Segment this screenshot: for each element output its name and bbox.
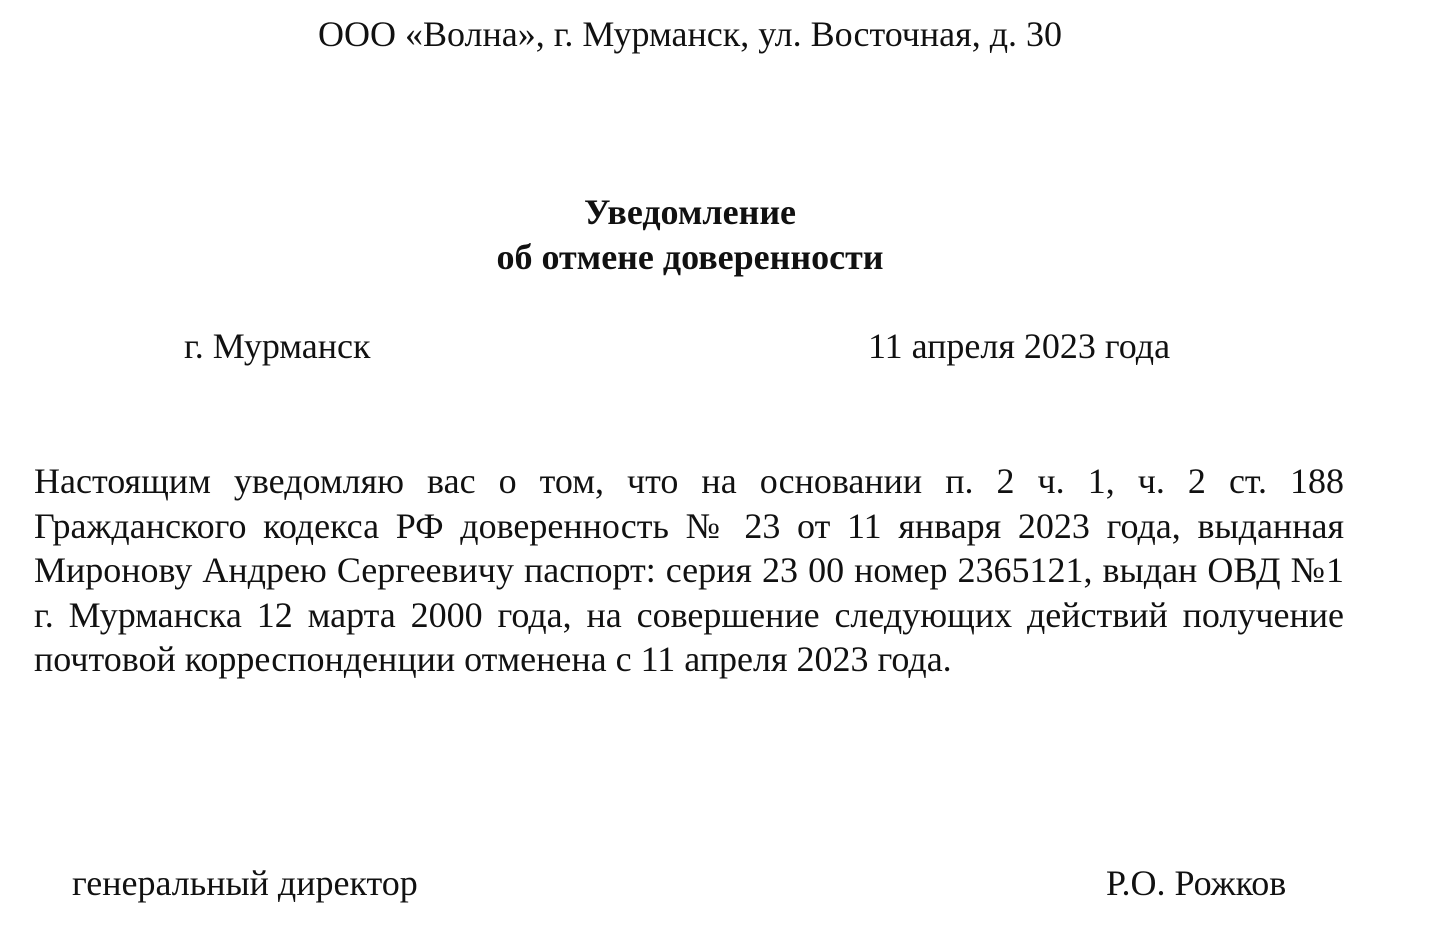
title-line-2: об отмене доверенности: [496, 237, 884, 277]
title-line-1: Уведомление: [583, 192, 797, 232]
signer-name: Р.О. Рожков: [1106, 863, 1287, 903]
document-city: г. Мурманск: [184, 326, 371, 366]
notice-body-text: Настоящим уведомляю вас о том, что на основании п. 2 ч. 1, ч. 2 ст. 188 Гражданского кодекса РФ доверенность № 23 от 11 января 2023 года, выданная Миронову Андрею Сергеевичу паспорт: серия 23 00 номер 2365121, выдан ОВД №1 г. Мурманска 12 марта 2000 года, на совершение следующих действий получение почтовой корреспонденции отменена с 11 апреля 2023 года.: [34, 461, 1344, 680]
document-date: 11 апреля 2023 года: [868, 326, 1171, 366]
document-title: [0, 190, 1380, 280]
signer-position: генеральный директор: [72, 863, 418, 903]
organization-header: ООО «Волна», г. Мурманск, ул. Восточная, д. 30: [317, 14, 1063, 54]
